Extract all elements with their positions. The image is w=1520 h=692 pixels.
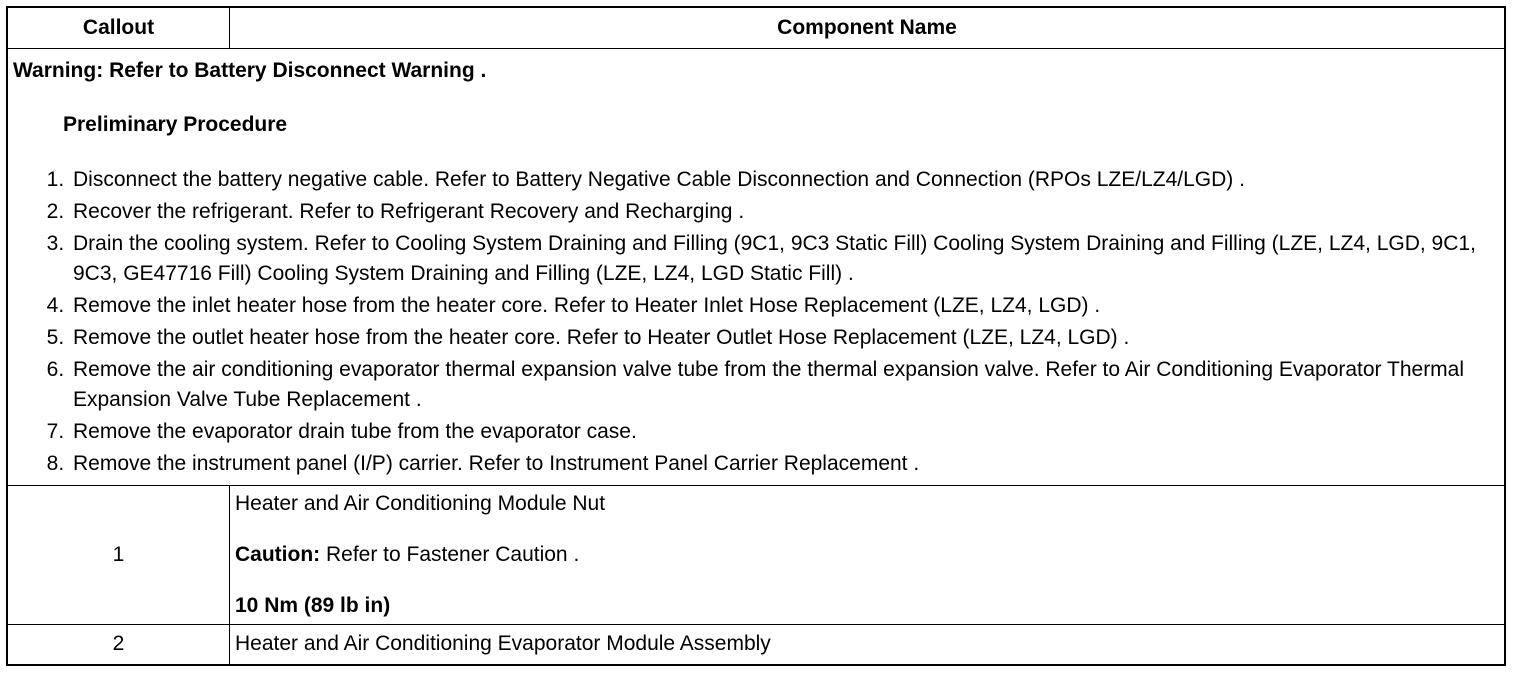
procedure-table <box>6 6 1506 666</box>
battery-warning <box>13 59 1496 83</box>
preliminary-title: Preliminary Procedure <box>63 113 288 136</box>
preliminary-steps <box>13 165 1496 479</box>
table-row <box>7 486 1505 625</box>
step-item: 8. Remove the instrument panel (I/P) carrier. Refer to Instrument Panel Carrier Replacement . <box>70 449 1496 479</box>
preliminary-row <box>7 49 1505 486</box>
callout-header: Callout <box>7 7 230 49</box>
header-row <box>7 7 1505 49</box>
step-item: 6. Remove the air conditioning evaporator thermal expansion valve tube from the thermal expansion valve. Refer to Air Conditioning Evaporator Thermal Expansion Valve Tube Replacement . <box>70 355 1496 415</box>
warning-label: Warning: <box>13 59 104 82</box>
step-item: 4. Remove the inlet heater hose from the heater core. Refer to Heater Inlet Hose Replacement (LZE, LZ4, LGD) . <box>70 291 1496 321</box>
callout-number: 1 <box>7 486 230 625</box>
callout-number: 2 <box>7 625 230 665</box>
torque-spec: 10 Nm (89 lb in) <box>235 594 391 617</box>
component-cell <box>230 486 1506 625</box>
preliminary-cell <box>7 49 1505 486</box>
step-item: 1. Disconnect the battery negative cable. Refer to Battery Negative Cable Disconnection and Connection (RPOs LZE/LZ4/LGD) . <box>70 165 1496 195</box>
step-item: 7. Remove the evaporator drain tube from the evaporator case. <box>70 417 1496 447</box>
component-name-header: Component Name <box>230 7 1506 49</box>
step-item: 5. Remove the outlet heater hose from the heater core. Refer to Heater Outlet Hose Replacement (LZE, LZ4, LGD) . <box>70 323 1496 353</box>
step-item: 2. Recover the refrigerant. Refer to Refrigerant Recovery and Recharging . <box>70 197 1496 227</box>
caution-text: Refer to Fastener Caution . <box>320 543 580 566</box>
component-name: Heater and Air Conditioning Module Nut <box>235 492 606 515</box>
component-name: Heater and Air Conditioning Evaporator Module Assembly <box>230 625 1506 665</box>
table-row <box>7 625 1505 665</box>
warning-text: Refer to Battery Disconnect Warning . <box>109 59 487 82</box>
fastener-caution <box>235 543 1498 567</box>
caution-label: Caution: <box>235 543 321 566</box>
step-item: 3. Drain the cooling system. Refer to Cooling System Draining and Filling (9C1, 9C3 Static Fill) Cooling System Draining and Filling (LZE, LZ4, LGD, 9C1, 9C3, GE47716 Fill) Cooling System Draining and Filling (LZE, LZ4, LGD Static Fill) . <box>70 229 1496 289</box>
